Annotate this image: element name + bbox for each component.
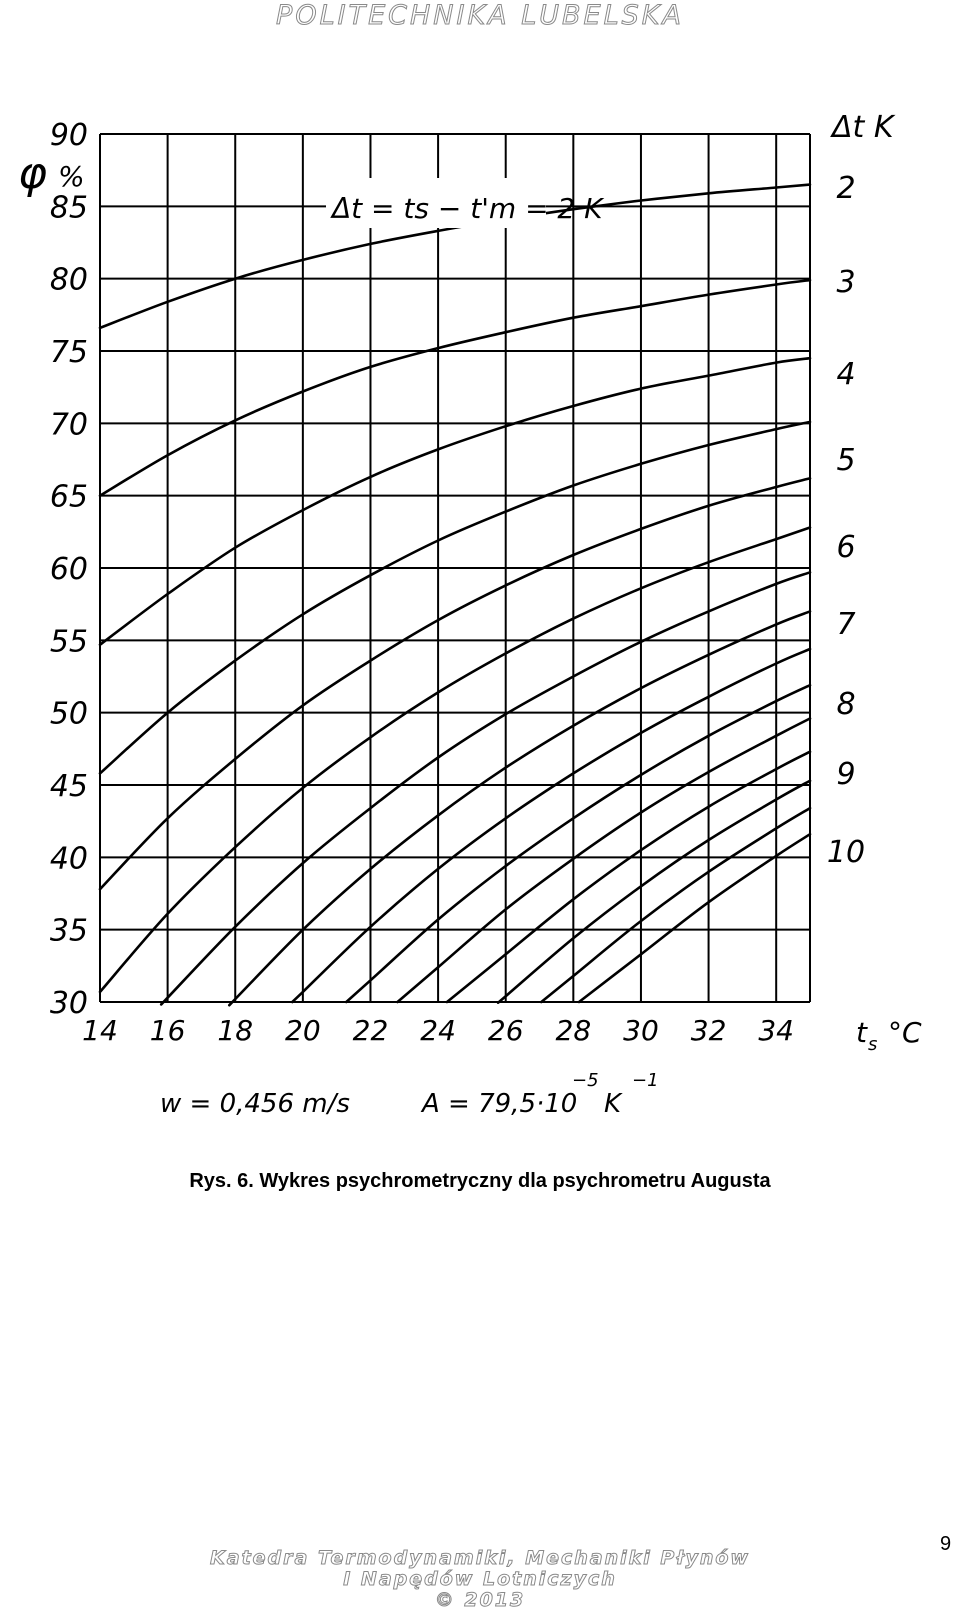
x-tick-label: 32 <box>690 1014 727 1047</box>
formula-annotation: Δt = ts − t'm = 2 K <box>332 192 603 225</box>
y-tick-label: 35 <box>49 913 88 949</box>
series-labels <box>827 171 865 870</box>
series-label: 4 <box>836 357 856 392</box>
y-axis-unit: % <box>58 160 85 193</box>
y-tick-label: 45 <box>49 769 88 804</box>
series-label: 7 <box>836 607 856 642</box>
x-tick-label: 28 <box>555 1014 592 1047</box>
y-tick-label: 55 <box>49 624 88 660</box>
y-tick-label: 40 <box>49 841 88 877</box>
constant-A-unit: K <box>604 1089 622 1119</box>
y-tick-label: 60 <box>49 552 88 587</box>
series-label: 2 <box>836 171 856 206</box>
y-tick-label: 85 <box>49 190 88 226</box>
x-tick-label: 16 <box>149 1014 186 1047</box>
y-tick-label: 90 <box>49 118 88 153</box>
constant-A: A = 79,5·10 <box>422 1089 578 1119</box>
footer-line-3: © 2013 <box>434 1589 526 1611</box>
series-line-10 <box>398 719 811 1003</box>
legend-title: Δt K <box>832 110 894 145</box>
series-line-2 <box>100 358 810 645</box>
series-label: 5 <box>836 443 856 478</box>
x-tick-labels <box>82 1014 794 1047</box>
constant-A-exponent: −5 <box>572 1070 599 1091</box>
series-line-6 <box>161 572 810 1004</box>
y-tick-label: 65 <box>49 479 88 515</box>
x-tick-label: 24 <box>420 1014 456 1047</box>
series-line-1 <box>100 280 810 496</box>
velocity-parameter: w = 0,456 m/s <box>160 1089 350 1119</box>
y-tick-label: 30 <box>49 986 88 1021</box>
series-label: 8 <box>836 687 856 722</box>
chart-curves <box>100 185 810 1006</box>
x-tick-label: 18 <box>217 1014 254 1047</box>
series-line-3 <box>100 422 810 774</box>
x-tick-label: 22 <box>352 1014 389 1047</box>
series-label: 6 <box>836 530 856 565</box>
x-tick-label: 20 <box>285 1014 321 1047</box>
y-axis-symbol: φ <box>18 148 48 199</box>
x-axis-unit: °C <box>888 1016 922 1049</box>
y-tick-label: 70 <box>49 407 88 443</box>
x-tick-label: 14 <box>82 1014 118 1047</box>
page-number: 9 <box>940 1533 952 1555</box>
series-line-4 <box>100 478 810 889</box>
constant-A-unit-exponent: −1 <box>632 1070 659 1091</box>
x-axis-symbol: t <box>856 1016 867 1049</box>
series-line-12 <box>498 781 810 1003</box>
series-line-5 <box>100 528 810 992</box>
y-tick-label: 75 <box>49 335 88 370</box>
series-line-13 <box>541 808 810 1002</box>
footer <box>0 1548 960 1611</box>
series-label: 9 <box>836 757 856 792</box>
y-tick-label: 80 <box>49 262 88 298</box>
footer-line-1: Katedra Termodynamiki, Mechaniki Płynów <box>210 1547 750 1569</box>
x-tick-label: 26 <box>487 1014 524 1047</box>
series-label: 3 <box>836 265 856 300</box>
footer-line-2: I Napędów Lotniczych <box>343 1568 617 1590</box>
x-axis-subscript: s <box>868 1034 878 1055</box>
x-tick-label: 34 <box>758 1014 795 1047</box>
y-tick-labels <box>50 118 88 1021</box>
series-line-9 <box>346 685 810 1002</box>
header-title: POLITECHNIKA LUBELSKA <box>276 0 684 31</box>
series-label: 10 <box>826 835 866 870</box>
figure-caption: Rys. 6. Wykres psychrometryczny dla psychrometru Augusta <box>189 1170 771 1192</box>
x-tick-label: 30 <box>623 1014 659 1047</box>
y-tick-label: 50 <box>49 696 88 732</box>
psychrometric-chart <box>0 100 960 1119</box>
